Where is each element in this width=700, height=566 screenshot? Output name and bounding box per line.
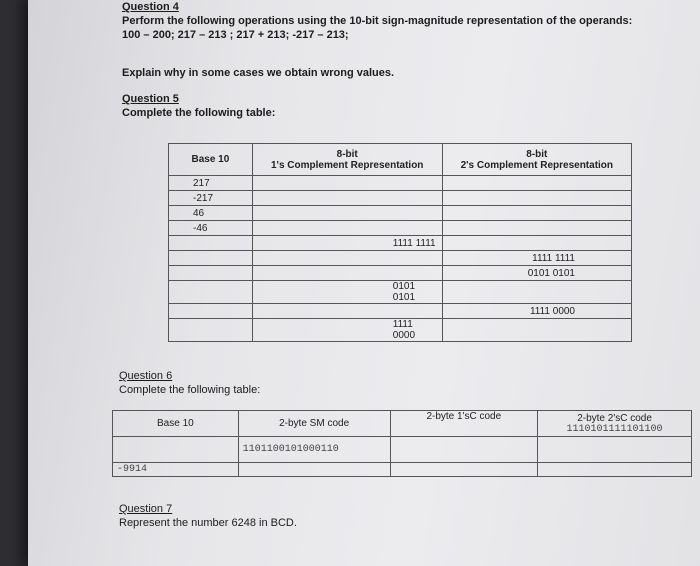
q5-base10-cell: -217 [169, 191, 253, 206]
q5-ones-cell [252, 304, 442, 319]
q5-base10-cell [169, 266, 253, 281]
q5-base10-cell [169, 304, 253, 319]
q5-ones-cell [252, 251, 442, 266]
question-5-instruction: Complete the following table: [122, 107, 276, 119]
q5-twos-cell [442, 236, 631, 251]
q6-cell [538, 463, 692, 477]
q5-row [169, 221, 632, 236]
q5-base10-cell [169, 251, 253, 266]
q5-ones-cell: 1111 0000 [252, 319, 442, 342]
q6-cell [538, 437, 692, 463]
q6-base10-value: -9914 [113, 463, 239, 477]
q5-row [169, 251, 632, 266]
q5-row [169, 266, 632, 281]
q6-header-twos [538, 411, 692, 437]
q5-row [169, 176, 632, 191]
question-4-heading: Question 4 [122, 1, 179, 13]
q5-header-ones-complement [252, 144, 442, 176]
q5-ones-cell [252, 266, 442, 281]
q5-twos-cell [442, 176, 631, 191]
question-5-heading: Question 5 [122, 93, 179, 105]
q5-table-body [169, 176, 632, 342]
q5-base10-cell: 46 [169, 206, 253, 221]
worksheet-page [28, 0, 700, 566]
q5-ones-cell [252, 206, 442, 221]
q5-ones-cell [252, 191, 442, 206]
q6-header-base10: Base 10 [113, 411, 239, 437]
q5-row [169, 304, 632, 319]
q5-base10-cell [169, 319, 253, 342]
q5-header-twos-complement [442, 144, 631, 176]
q5-base10-cell [169, 236, 253, 251]
q5-ones-cell: 1111 1111 [252, 236, 442, 251]
q6-cell [238, 463, 390, 477]
q5-twos-cell: 0101 0101 [442, 266, 631, 281]
q5-header-ones-top: 8-bit [336, 148, 358, 160]
question-7-text: Represent the number 6248 in BCD. [119, 517, 297, 529]
q5-twos-cell: 1111 1111 [442, 251, 631, 266]
q5-base10-cell: -46 [169, 221, 253, 236]
q5-row [169, 281, 632, 304]
q6-header-ones: 2-byte 1'sC code [390, 411, 538, 437]
q5-ones-cell: 0101 0101 [252, 281, 442, 304]
q6-table [112, 410, 692, 477]
q5-header-ones-bottom: 1's Complement Representation [271, 159, 424, 171]
q5-twos-cell [442, 319, 631, 342]
question-7-heading: Question 7 [119, 503, 173, 515]
question-6-instruction: Complete the following table: [119, 384, 261, 396]
q5-twos-cell [442, 221, 631, 236]
q5-row [169, 206, 632, 221]
q5-twos-cell [442, 191, 631, 206]
q5-twos-cell: 1111 0000 [442, 304, 631, 319]
q5-row [169, 236, 632, 251]
q5-header-twos-bottom: 2's Complement Representation [460, 159, 614, 171]
q5-ones-cell [252, 176, 442, 191]
q6-sm-value: 1101100101000110 [238, 437, 390, 463]
q5-base10-cell: 217 [169, 176, 253, 191]
q6-cell [390, 437, 538, 463]
q5-base10-cell [169, 281, 253, 304]
q5-ones-cell [252, 221, 442, 236]
q5-twos-cell [442, 281, 631, 304]
q6-header-sm: 2-byte SM code [238, 411, 390, 437]
q5-row [169, 319, 632, 342]
q5-twos-cell [442, 206, 631, 221]
q6-cell [113, 437, 239, 463]
q5-header-twos-top: 8-bit [526, 148, 548, 160]
q5-table [168, 143, 632, 342]
q5-row [169, 191, 632, 206]
question-4-operations: 100 – 200; 217 – 213 ; 217 + 213; -217 – 213; [122, 29, 349, 41]
q6-twos-value: 1110101111101100 [566, 423, 663, 435]
q5-header-base10: Base 10 [169, 144, 253, 176]
question-4-explain: Explain why in some cases we obtain wrong values. [122, 67, 395, 79]
question-4-instruction: Perform the following operations using the 10-bit sign-magnitude representation of the operands: [122, 15, 633, 27]
q6-cell [390, 463, 538, 477]
q6-header-twos-label: 2-byte 2'sC code [577, 412, 652, 424]
question-6-heading: Question 6 [119, 370, 173, 382]
